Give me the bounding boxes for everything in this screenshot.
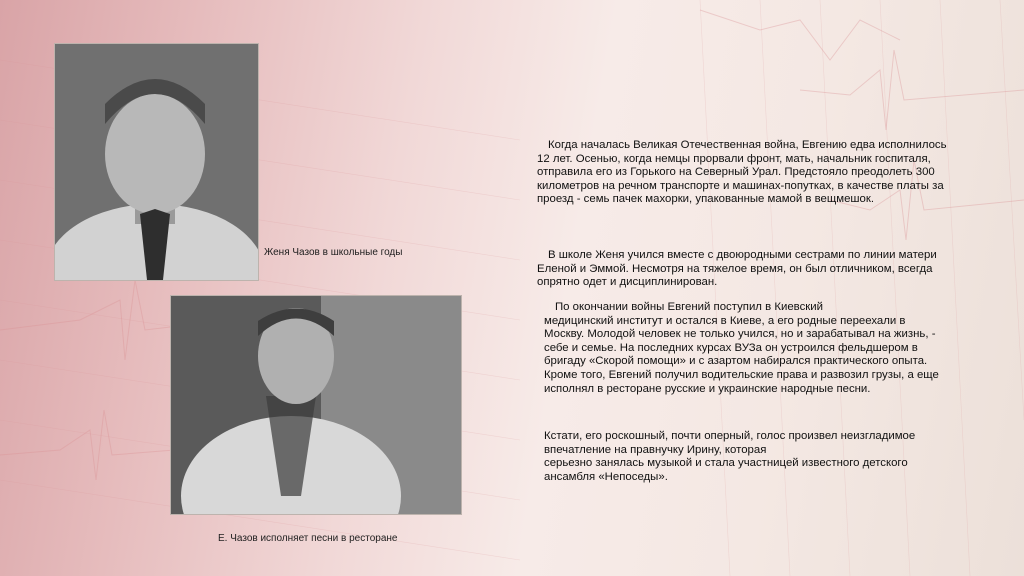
paragraph-school — [537, 249, 947, 290]
paragraph-4-second: серьезно занялась музыкой и стала участницей известного детского ансамбля «Непоседы». — [544, 457, 908, 483]
photo-boy-school-years — [54, 43, 259, 281]
paragraph-after-war — [537, 301, 947, 396]
paragraph-4-first: Кстати, его роскошный, почти оперный, голос произвел неизгладимое впечатление на правнучку Ирину, которая — [544, 430, 916, 456]
paragraph-3-body: медицинский институт и остался в Киеве, а его родные переехали в Москву. Молодой человек не только учился, но и зарабатывал на жизнь, - себе и семье. На последних курсах ВУЗа он устроился фельдшером в бригаду «Скорой помощи» и с азартом набирался практического опыта. Кроме того, Евгений получил водительские права и развозил грузы, а еще исполнял в ресторане русские и украинские народные песни. — [544, 314, 939, 395]
paragraph-voice — [537, 430, 947, 484]
paragraph-2-text: В школе Женя учился вместе с двоюродными сестрами по линии матери Еленой и Эммой. Несмотря на тяжелое время, он был отличником, всегда опрятно одет и дисциплинирован. — [537, 249, 937, 289]
photo-young-man-singing — [170, 295, 462, 515]
photo1-caption: Женя Чазов в школьные годы — [264, 247, 403, 258]
paragraph-1-text: Когда началась Великая Отечественная война, Евгению едва исполнилось 12 лет. Осенью, когда немцы прорвали фронт, мать, начальник госпиталя, отправила его из Горького на Северный Урал. Предстояло преодолеть 300 километров на речном транспорте и машинах-попутках, в качестве платы за проезд - семь пачек махорки, упакованные мамой в вещмешок. — [537, 139, 947, 206]
paragraph-war-evacuation — [537, 139, 947, 207]
paragraph-3-first-line: По окончании войны Евгений поступил в Киевский — [555, 301, 823, 313]
photo2-caption: Е. Чазов исполняет песни в ресторане — [218, 533, 398, 544]
